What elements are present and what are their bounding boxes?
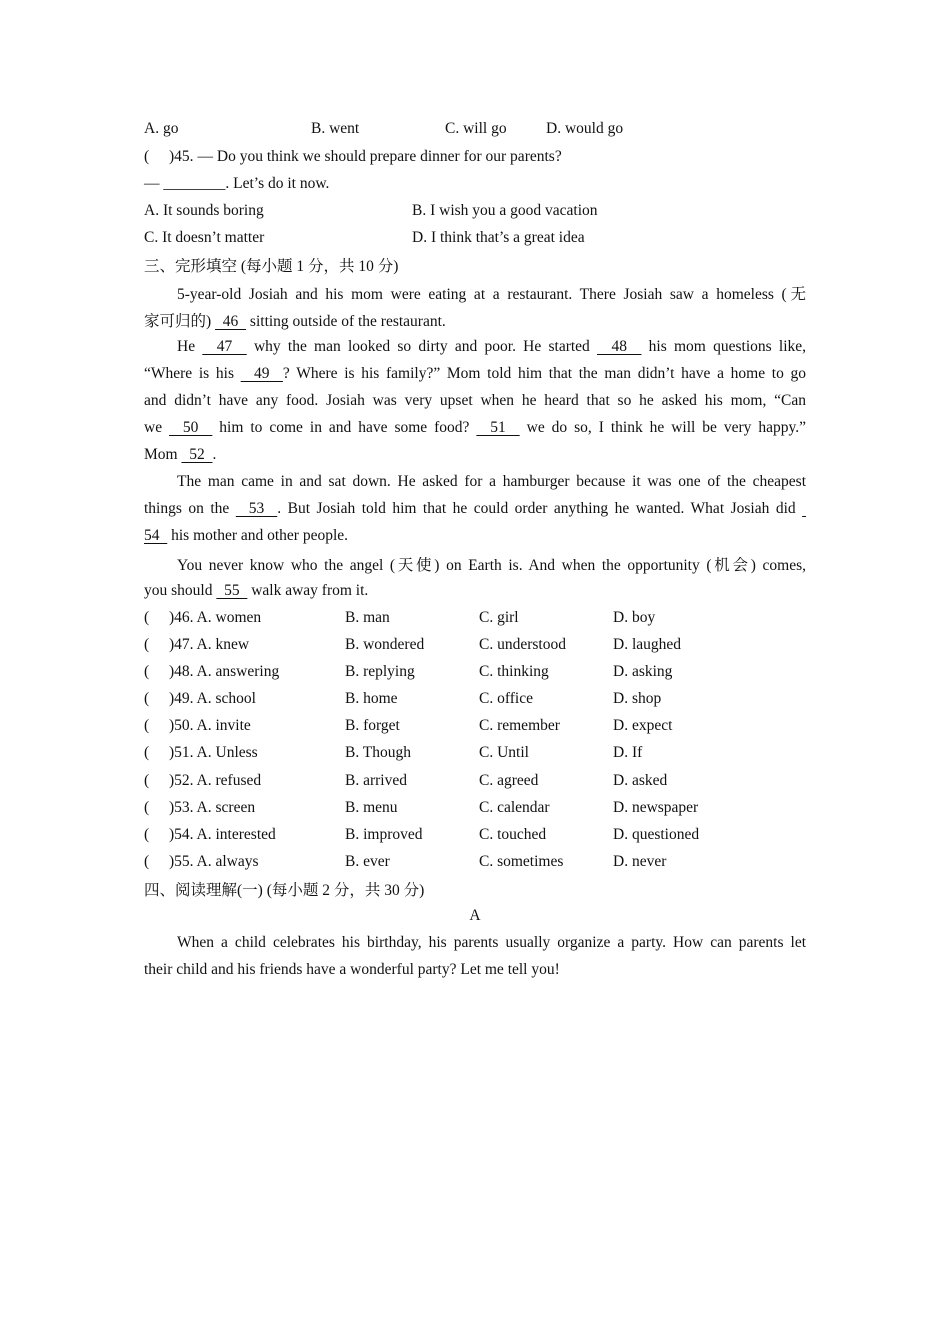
blank-47: 47 [202, 338, 247, 355]
question-option-c: C. girl [479, 609, 519, 626]
question-option-d: D. shop [613, 690, 662, 707]
blank-49: 49 [240, 365, 283, 382]
question-option-b: B. forget [345, 717, 400, 734]
answer-paren: ( [144, 826, 150, 843]
question-option-a: )47. A. knew [169, 636, 250, 653]
blank-48: 48 [597, 338, 642, 355]
question-option-c: C. agreed [479, 772, 539, 789]
question-option-b: B. improved [345, 826, 423, 843]
answer-paren: ( [144, 663, 150, 680]
q44-option-d: D. would go [546, 120, 624, 137]
question-option-a: )53. A. screen [169, 799, 256, 816]
question-option-d: D. boy [613, 609, 656, 626]
q45-number: )45. [169, 148, 194, 165]
blank-46: 46 [215, 313, 247, 330]
p2-line-4: we 50 him to come in and have some food? 51 we do so, I think he will be very happy.” [144, 419, 806, 436]
q45-text: — Do you think we should prepare dinner for our parents? [197, 148, 562, 165]
p3-line-3: 54 his mother and other people. [144, 527, 349, 544]
section-4-heading: 四、阅读理解(一) (每小题 2 分，共 30 分) [144, 882, 425, 899]
question-option-a: )52. A. refused [169, 772, 262, 789]
question-option-c: C. sometimes [479, 853, 564, 870]
p4-line-2: you should 55 walk away from it. [144, 582, 369, 599]
question-option-a: )51. A. Unless [169, 744, 258, 761]
q45-option-b: B. I wish you a good vacation [412, 202, 598, 219]
answer-paren: ( [144, 148, 150, 165]
q45-option-d: D. I think that’s a great idea [412, 229, 585, 246]
question-option-a: )54. A. interested [169, 826, 276, 843]
q44-option-b: B. went [311, 120, 360, 137]
answer-paren: ( [144, 744, 150, 761]
q45-question [144, 147, 562, 167]
question-option-c: C. understood [479, 636, 566, 653]
p3-line-2: things on the 53 . But Josiah told him that he could order anything he wanted. What Josiah did [144, 499, 806, 519]
question-option-d: D. asking [613, 663, 673, 680]
blank-53: 53 [235, 500, 278, 517]
p4-line-1: You never know who the angel (天使) on Earth is. And when the opportunity (机会) comes, [177, 557, 806, 574]
p1-line-1: 5-year-old Josiah and his mom were eating at a restaurant. There Josiah saw a homeless (无 [177, 286, 806, 303]
blank-52: 52 [181, 446, 213, 463]
answer-paren: ( [144, 772, 150, 789]
p1-line-2: 家可归的) 46 sitting outside of the restaurant. [144, 313, 446, 330]
passage-label: A [469, 907, 481, 924]
question-option-d: D. If [613, 744, 643, 761]
question-option-b: B. ever [345, 853, 390, 870]
answer-paren: ( [144, 636, 150, 653]
answer-paren: ( [144, 690, 150, 707]
blank-50: 50 [169, 419, 213, 436]
question-option-b: B. menu [345, 799, 398, 816]
p3-line-1: The man came in and sat down. He asked for a hamburger because it was one of the cheapest [177, 473, 806, 490]
p2-line-5: Mom 52 . [144, 446, 217, 463]
p2-line-3: and didn’t have any food. Josiah was very upset when he heard that so he asked his mom, “Can [144, 392, 806, 409]
question-option-a: )55. A. always [169, 853, 259, 870]
question-option-b: B. replying [345, 663, 415, 680]
q45-response: — ________. Let’s do it now. [144, 175, 330, 192]
question-option-b: B. home [345, 690, 398, 707]
question-option-a: )48. A. answering [169, 663, 280, 680]
blank-54: 54 [144, 527, 168, 544]
question-option-b: B. man [345, 609, 390, 626]
question-option-c: C. office [479, 690, 533, 707]
p2-line-1: He 47 why the man looked so dirty and poor. He started 48 his mom questions like, [177, 338, 806, 355]
question-option-a: )46. A. women [169, 609, 262, 626]
blank-51: 51 [476, 419, 520, 436]
question-option-b: B. Though [345, 744, 412, 761]
question-option-b: B. wondered [345, 636, 425, 653]
blank-55: 55 [216, 582, 248, 599]
answer-paren: ( [144, 609, 150, 626]
answer-paren: ( [144, 799, 150, 816]
answer-paren: ( [144, 717, 150, 734]
answer-paren: ( [144, 853, 150, 870]
question-option-d: D. asked [613, 772, 668, 789]
question-option-d: D. laughed [613, 636, 682, 653]
question-option-d: D. questioned [613, 826, 700, 843]
question-option-d: D. newspaper [613, 799, 699, 816]
q45-option-c: C. It doesn’t matter [144, 229, 265, 246]
question-option-b: B. arrived [345, 772, 407, 789]
question-option-d: D. expect [613, 717, 673, 734]
passage-a-line-2: their child and his friends have a wonderful party? Let me tell you! [144, 961, 560, 978]
question-option-d: D. never [613, 853, 667, 870]
passage-a-line-1: When a child celebrates his birthday, his parents usually organize a party. How can parents let [177, 934, 806, 951]
q44-option-c: C. will go [445, 120, 507, 137]
q44-option-a: A. go [144, 120, 179, 137]
question-option-c: C. remember [479, 717, 560, 734]
question-option-a: )49. A. school [169, 690, 256, 707]
p2-line-2: “Where is his 49 ? Where is his family?” Mom told him that the man didn’t have a home to go [144, 365, 807, 382]
question-option-c: C. calendar [479, 799, 550, 816]
section-3-heading: 三、完形填空 (每小题 1 分，共 10 分) [144, 258, 399, 275]
question-option-c: C. thinking [479, 663, 549, 680]
question-option-c: C. Until [479, 744, 529, 761]
q45-option-a: A. It sounds boring [144, 202, 264, 219]
blank-54-start [802, 500, 806, 517]
question-option-c: C. touched [479, 826, 547, 843]
question-option-a: )50. A. invite [169, 717, 251, 734]
